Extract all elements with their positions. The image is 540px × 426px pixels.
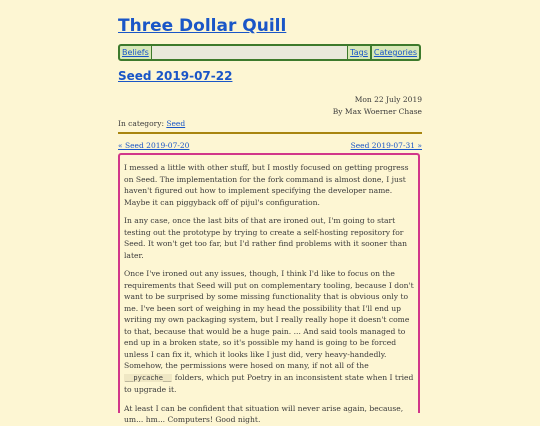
nav-beliefs-link[interactable]: Beliefs [122, 48, 149, 57]
site-title-link[interactable]: Three Dollar Quill [118, 16, 287, 36]
post-title-link[interactable]: Seed 2019-07-22 [118, 69, 233, 83]
site-title [118, 14, 286, 38]
next-post-link[interactable]: Seed 2019-07-31 » [350, 141, 422, 150]
pycache-code: __pycache__ [125, 373, 172, 382]
post-meta [333, 94, 422, 118]
paragraph-3-text: Once I've ironed out any issues, though, I think I'd like to focus on the requirements that Seed will put on complementary tooling, because I don't want to be surprised by some missing functionality that is obvious only to me. I've been sort of weighing in my head the possibility that I'll end up writing my own packaging system, but I really really hope it doesn't come to that, because that would be a huge pain. ... And said tools managed to end up in a broken state, so it's possible my hand is going to be forced unless I can fix it, which it looks like I just did, very heavy-handedly. Somehow, the permissions were hosed on many, if not all of the [124, 269, 414, 370]
category-link[interactable]: Seed [166, 119, 186, 128]
top-nav [118, 44, 421, 61]
nav-tags-link[interactable]: Tags [350, 48, 368, 57]
section-divider [118, 132, 422, 134]
post-date: Mon 22 July 2019 [354, 95, 422, 104]
category-label: In category: [118, 119, 164, 128]
post-content [118, 153, 420, 424]
nav-categories-link[interactable]: Categories [373, 48, 417, 57]
paragraph-4: At least I can be confident that situation will never arise again, because, um... hm... Computers! Good night. [124, 403, 404, 424]
paragraph-1: I messed a little with other stuff, but I mostly focused on getting progress on Seed. The implementation for the fork command is almost done, I just haven't figured out how to implement specifying the developer name. Maybe it can piggyback off of pijul's configuration. [124, 163, 409, 207]
paragraph-3-end: folders, which put Poetry in an inconsistent state when I tried to upgrade it. [124, 372, 414, 394]
nav-spacer [151, 46, 348, 59]
post-author: By Max Woerner Chase [332, 107, 422, 116]
post-title [118, 68, 232, 84]
post-category [118, 119, 185, 129]
paragraph-3 [124, 268, 414, 396]
previous-post-link[interactable]: « Seed 2019-07-20 [118, 141, 190, 150]
paragraph-2: In any case, once the last bits of that are ironed out, I'm going to start testing out the prototype by trying to create a self-hosting repository for Seed. It won't get too far, but I'd rather find problems with it sooner than later. [124, 216, 408, 260]
